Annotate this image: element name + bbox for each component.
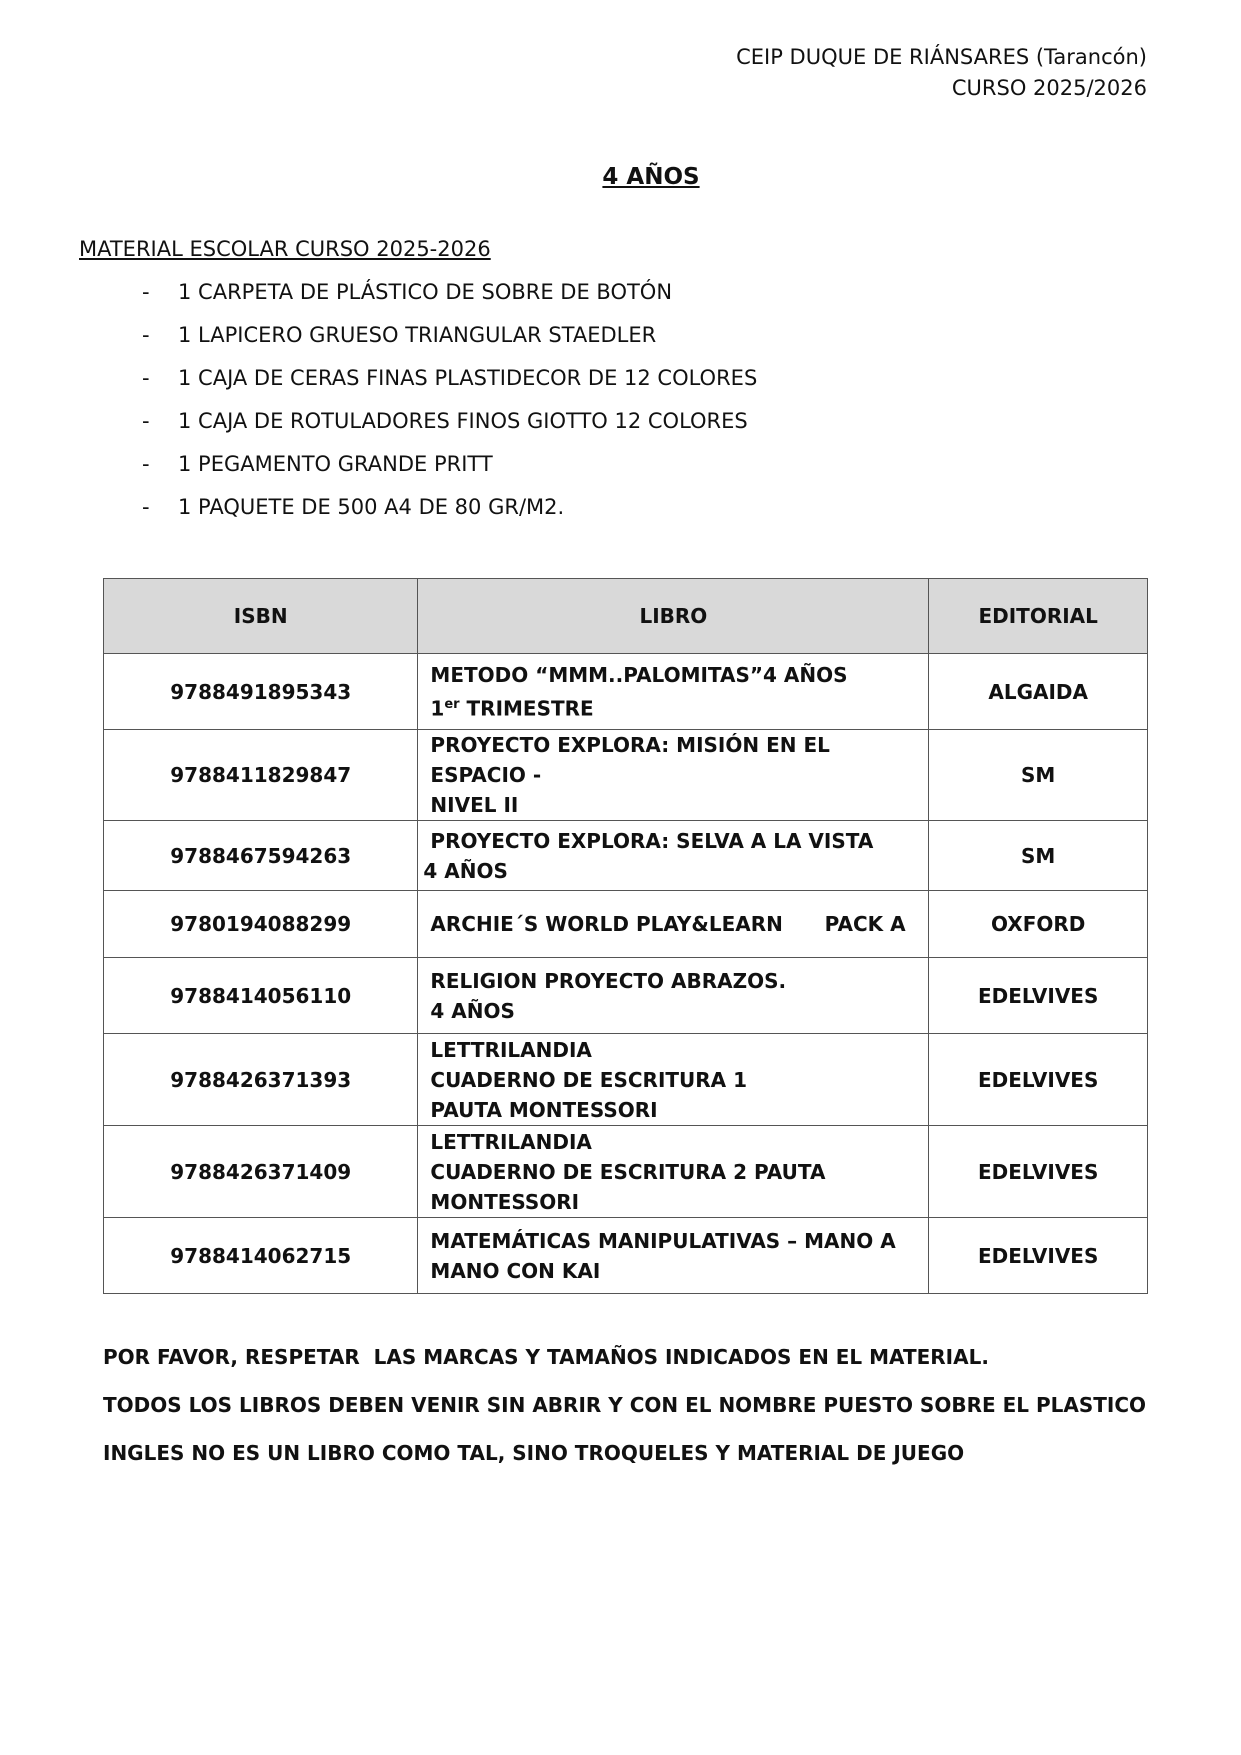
trimester-number: 1: [430, 696, 445, 721]
list-bullet: -: [142, 452, 150, 476]
book-title-cell: [418, 730, 929, 821]
isbn-cell: 9788414056110: [104, 958, 418, 1034]
notes-section: [103, 1345, 1146, 1489]
list-bullet: -: [142, 280, 150, 304]
material-heading: MATERIAL ESCOLAR CURSO 2025-2026: [79, 237, 491, 261]
book-title-cell: [418, 891, 929, 958]
editorial-cell: EDELVIVES: [929, 1126, 1148, 1218]
list-item: [142, 452, 757, 495]
list-item-text: 1 CARPETA DE PLÁSTICO DE SOBRE DE BOTÓN: [178, 280, 673, 304]
list-bullet: -: [142, 409, 150, 433]
editorial-cell: OXFORD: [929, 891, 1148, 958]
list-item-text: 1 CAJA DE ROTULADORES FINOS GIOTTO 12 COLORES: [178, 409, 748, 433]
editorial-cell: EDELVIVES: [929, 1218, 1148, 1294]
isbn-cell: 9788411829847: [104, 730, 418, 821]
list-item: [142, 409, 757, 452]
book-title-line: LETTRILANDIA: [430, 1037, 592, 1062]
book-title-line: MONTESSORI: [430, 1189, 580, 1214]
list-item-text: 1 PAQUETE DE 500 A4 DE 80 GR/M2.: [178, 495, 565, 519]
book-title-line: ARCHIE´S WORLD PLAY&LEARN PACK A: [430, 912, 906, 936]
material-list: [142, 280, 757, 538]
course-year: CURSO 2025/2026: [951, 76, 1147, 100]
list-item: [142, 323, 757, 366]
table-row: [104, 730, 1148, 821]
books-table: [103, 578, 1148, 1294]
book-title-line: METODO “MMM..PALOMITAS”4 AÑOS: [430, 662, 848, 687]
isbn-cell: 9788467594263: [104, 821, 418, 891]
book-title-line: 4 AÑOS: [423, 858, 508, 883]
page-title: 4 AÑOS: [602, 164, 700, 190]
book-title-line: MATEMÁTICAS MANIPULATIVAS – MANO A: [430, 1228, 896, 1253]
note-books-unopened: TODOS LOS LIBROS DEBEN VENIR SIN ABRIR Y CON EL NOMBRE PUESTO SOBRE EL PLASTICO: [103, 1393, 1147, 1417]
book-title-cell: [418, 958, 929, 1034]
table-row: [104, 654, 1148, 730]
book-title-line: LETTRILANDIA: [430, 1129, 592, 1154]
ordinal-suffix: er: [444, 696, 460, 712]
table-row: [104, 958, 1148, 1034]
book-title-line: CUADERNO DE ESCRITURA 2 PAUTA: [430, 1159, 826, 1184]
list-bullet: -: [142, 366, 150, 390]
book-title-line: PAUTA MONTESSORI: [430, 1097, 658, 1122]
book-title-line: MANO CON KAI: [430, 1258, 601, 1283]
book-title-line: RELIGION PROYECTO ABRAZOS.: [430, 968, 787, 993]
document-header: [736, 42, 1147, 104]
isbn-cell: 9780194088299: [104, 891, 418, 958]
note-brands: POR FAVOR, RESPETAR LAS MARCAS Y TAMAÑOS INDICADOS EN EL MATERIAL.: [103, 1345, 989, 1369]
list-bullet: -: [142, 323, 150, 347]
book-title-line: [430, 690, 916, 724]
editorial-cell: SM: [929, 730, 1148, 821]
list-item: [142, 280, 757, 323]
list-item-text: 1 CAJA DE CERAS FINAS PLASTIDECOR DE 12 COLORES: [178, 366, 758, 390]
book-title-line: NIVEL II: [430, 793, 519, 817]
table-header-row: [104, 579, 1148, 654]
list-item: [142, 366, 757, 409]
isbn-cell: 9788426371409: [104, 1126, 418, 1218]
editorial-cell: EDELVIVES: [929, 958, 1148, 1034]
isbn-cell: 9788491895343: [104, 654, 418, 730]
book-title-cell: [418, 654, 929, 730]
table-row: [104, 1126, 1148, 1218]
table-row: [104, 1218, 1148, 1294]
isbn-cell: 9788426371393: [104, 1034, 418, 1126]
list-bullet: -: [142, 495, 150, 519]
list-item-text: 1 PEGAMENTO GRANDE PRITT: [178, 452, 493, 476]
header-isbn: ISBN: [104, 579, 418, 654]
book-title-line: PROYECTO EXPLORA: MISIÓN EN EL ESPACIO -: [430, 733, 830, 787]
isbn-cell: 9788414062715: [104, 1218, 418, 1294]
book-title-line: PROYECTO EXPLORA: SELVA A LA VISTA: [430, 828, 874, 853]
table-row: [104, 891, 1148, 958]
header-editorial: EDITORIAL: [929, 579, 1148, 654]
table-row: [104, 821, 1148, 891]
editorial-cell: ALGAIDA: [929, 654, 1148, 730]
editorial-cell: EDELVIVES: [929, 1034, 1148, 1126]
book-title-cell: [418, 1126, 929, 1218]
note-english-material: INGLES NO ES UN LIBRO COMO TAL, SINO TROQUELES Y MATERIAL DE JUEGO: [103, 1441, 965, 1465]
book-title-line: CUADERNO DE ESCRITURA 1: [430, 1067, 748, 1092]
book-title-cell: [418, 821, 929, 891]
table-row: [104, 1034, 1148, 1126]
list-item: [142, 495, 757, 538]
book-title-cell: [418, 1218, 929, 1294]
editorial-cell: SM: [929, 821, 1148, 891]
school-name: CEIP DUQUE DE RIÁNSARES (Tarancón): [736, 45, 1147, 69]
header-libro: LIBRO: [418, 579, 929, 654]
book-title-cell: [418, 1034, 929, 1126]
list-item-text: 1 LAPICERO GRUESO TRIANGULAR STAEDLER: [178, 323, 657, 347]
trimester-label: TRIMESTRE: [459, 696, 594, 721]
book-title-line: 4 AÑOS: [430, 998, 515, 1023]
